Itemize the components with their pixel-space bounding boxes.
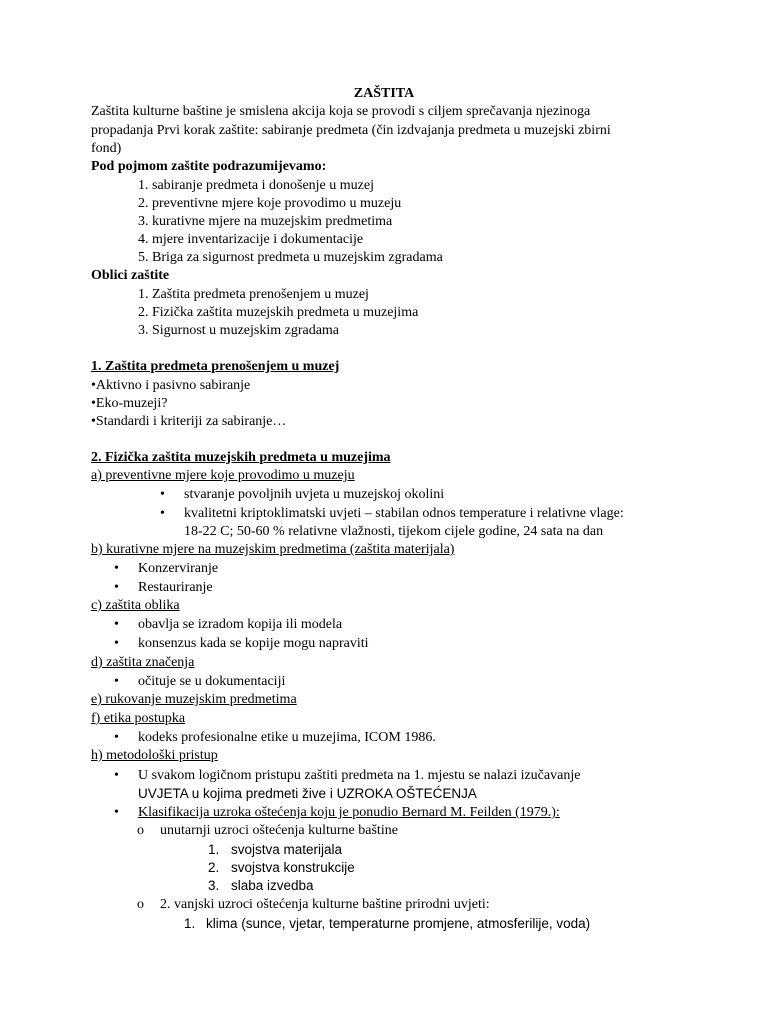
subsection-d-heading: d) zaštita značenja xyxy=(91,655,195,670)
bullet-marker: • xyxy=(160,506,165,521)
oblici-item: 3. Sigurnost u muzejskim zgradama xyxy=(138,323,340,338)
subsection-b-heading: b) kurativne mjere na muzejskim predmetima (zaštita materijala) xyxy=(91,542,455,557)
pod-pojmom-item: 4. mjere inventarizacije i dokumentacije xyxy=(138,232,364,247)
subsection-a-heading: a) preventivne mjere koje provodimo u muzeju xyxy=(91,468,355,483)
bullet-marker: • xyxy=(114,674,119,689)
section1-item: •Eko-muzeji? xyxy=(91,396,168,411)
bullet-item-continuation: 18-22 C; 50-60 % relativne vlažnosti, tijekom cijele godine, 24 sata na dan xyxy=(184,524,604,539)
section1-item: •Aktivno i pasivno sabiranje xyxy=(91,378,251,393)
subsection-e-heading: e) rukovanje muzejskim predmetima xyxy=(91,692,297,707)
subsection-c-heading: c) zaštita oblika xyxy=(91,598,180,613)
pod-pojmom-item: 3. kurativne mjere na muzejskim predmetima xyxy=(138,214,393,229)
bullet-marker: • xyxy=(114,805,119,820)
page-title: ZAŠTITA xyxy=(353,86,415,101)
document-page: ZAŠTITA Zaštita kulturne baštine je smislena akcija koja se provodi s ciljem sprečavanja njezinoga propadanja Prvi korak zaštite: sabiranje predmeta (čin izdvajanja predmeta u muzejski zbirni fond) Pod pojmom zaštite podrazumijevamo: 1. sabiranje predmeta i donošenje u muzej 2. preventivne mjere koje provodimo u muzeju 3. kurativne mjere na muzejskim predmetima 4. mjere inventarizacije i dokumentacije 5. Briga za sigurnost predmeta u muzejskim zgradama Oblici zaštite 1. Zaštita predmeta prenošenjem u muzej 2. Fizička zaštita muzejskih predmeta u muzejima 3. Sigurnost u muzejskim zgradama 1. Zaštita predmeta prenošenjem u muzej •Aktivno i pasivno sabiranje •Eko-muzeji? •Standardi i kriteriji za sabiranje… 2. Fizička zaštita muzejskih predmeta u muzejima a) preventivne mjere koje provodimo u muzeju • stvaranje povoljnih uvjeta u muzejskoj okolini • kvalitetni kriptoklimatski uvjeti – stabilan odnos temperature i relativne vlage: 18-22 C; 50-60 % relativne vlažnosti, tijekom cijele godine, 24 sata na dan b) kurativne mjere na muzejskim predmetima (zaštita materijala) • Konzerviranje • Restauriranje c) zaštita oblika • obavlja se izradom kopija ili modela • konsenzus kada se kopije mogu napraviti d) zaštita značenja • očituje se u dokumentaciji e) rukovanje muzejskim predmetima f) etika postupka • kodeks profesionalne etike u muzejima, ICOM 1986. h) metodološki pristup • U svakom logičnom pristupu zaštiti predmeta na 1. mjestu se nalazi izučavanje UVJETA u kojima predmeti žive i UZROKA OŠTEĆENJA • Klasifikacija uzroka oštećenja koju je ponudio Bernard M. Feilden (1979.): o unutarnji uzroci oštećenja kulturne baštine 1. svojstva materijala 2. svojstva konstrukcije 3. slaba izvedba o 2. vanjski uzroci oštećenja kulturne baštine prirodni uvjeti: 1. klima (sunce, vjetar, temperaturne promjene, atmosferilije, voda) xyxy=(0,0,768,1024)
bullet-marker: • xyxy=(114,636,119,651)
bullet-marker: • xyxy=(114,580,119,595)
intro-line-3: fond) xyxy=(91,141,122,156)
subsection-f-heading: f) etika postupka xyxy=(91,711,186,726)
pod-pojmom-item: 5. Briga za sigurnost predmeta u muzejskim zgradama xyxy=(138,250,443,265)
pod-pojmom-item: 1. sabiranje predmeta i donošenje u muzej xyxy=(138,178,374,193)
oblici-heading: Oblici zaštite xyxy=(91,268,170,283)
section1-heading: 1. Zaštita predmeta prenošenjem u muzej xyxy=(91,359,340,374)
bullet-marker: • xyxy=(160,487,165,502)
oblici-item: 1. Zaštita predmeta prenošenjem u muzej xyxy=(138,287,369,302)
circle-marker: o xyxy=(137,823,144,838)
section1-item: •Standardi i kriteriji za sabiranje… xyxy=(91,414,287,429)
pod-pojmom-item: 2. preventivne mjere koje provodimo u muzeju xyxy=(138,196,402,211)
bullet-marker: • xyxy=(114,561,119,576)
intro-line-2: propadanja Prvi korak zaštite: sabiranje predmeta (čin izdvajanja predmeta u muzejski zbirni xyxy=(91,123,611,138)
classification-link-text: Klasifikacija uzroka oštećenja koju je ponudio Bernard M. Feilden (1979.): xyxy=(138,805,560,820)
bullet-marker: • xyxy=(114,617,119,632)
section2-heading: 2. Fizička zaštita muzejskih predmeta u muzejima xyxy=(91,450,391,465)
bullet-item-continuation: UVJETA u kojima predmeti žive i UZROKA OŠTEĆENJA xyxy=(138,786,477,801)
pod-pojmom-heading: Pod pojmom zaštite podrazumijevamo: xyxy=(91,159,327,174)
oblici-item: 2. Fizička zaštita muzejskih predmeta u muzejima xyxy=(138,305,419,320)
intro-line-1: Zaštita kulturne baštine je smislena akcija koja se provodi s ciljem sprečavanja njezinoga xyxy=(91,104,591,119)
bullet-marker: • xyxy=(114,730,119,745)
bullet-marker: • xyxy=(114,768,119,783)
subsection-h-heading: h) metodološki pristup xyxy=(91,748,218,763)
circle-marker: o xyxy=(137,897,144,912)
